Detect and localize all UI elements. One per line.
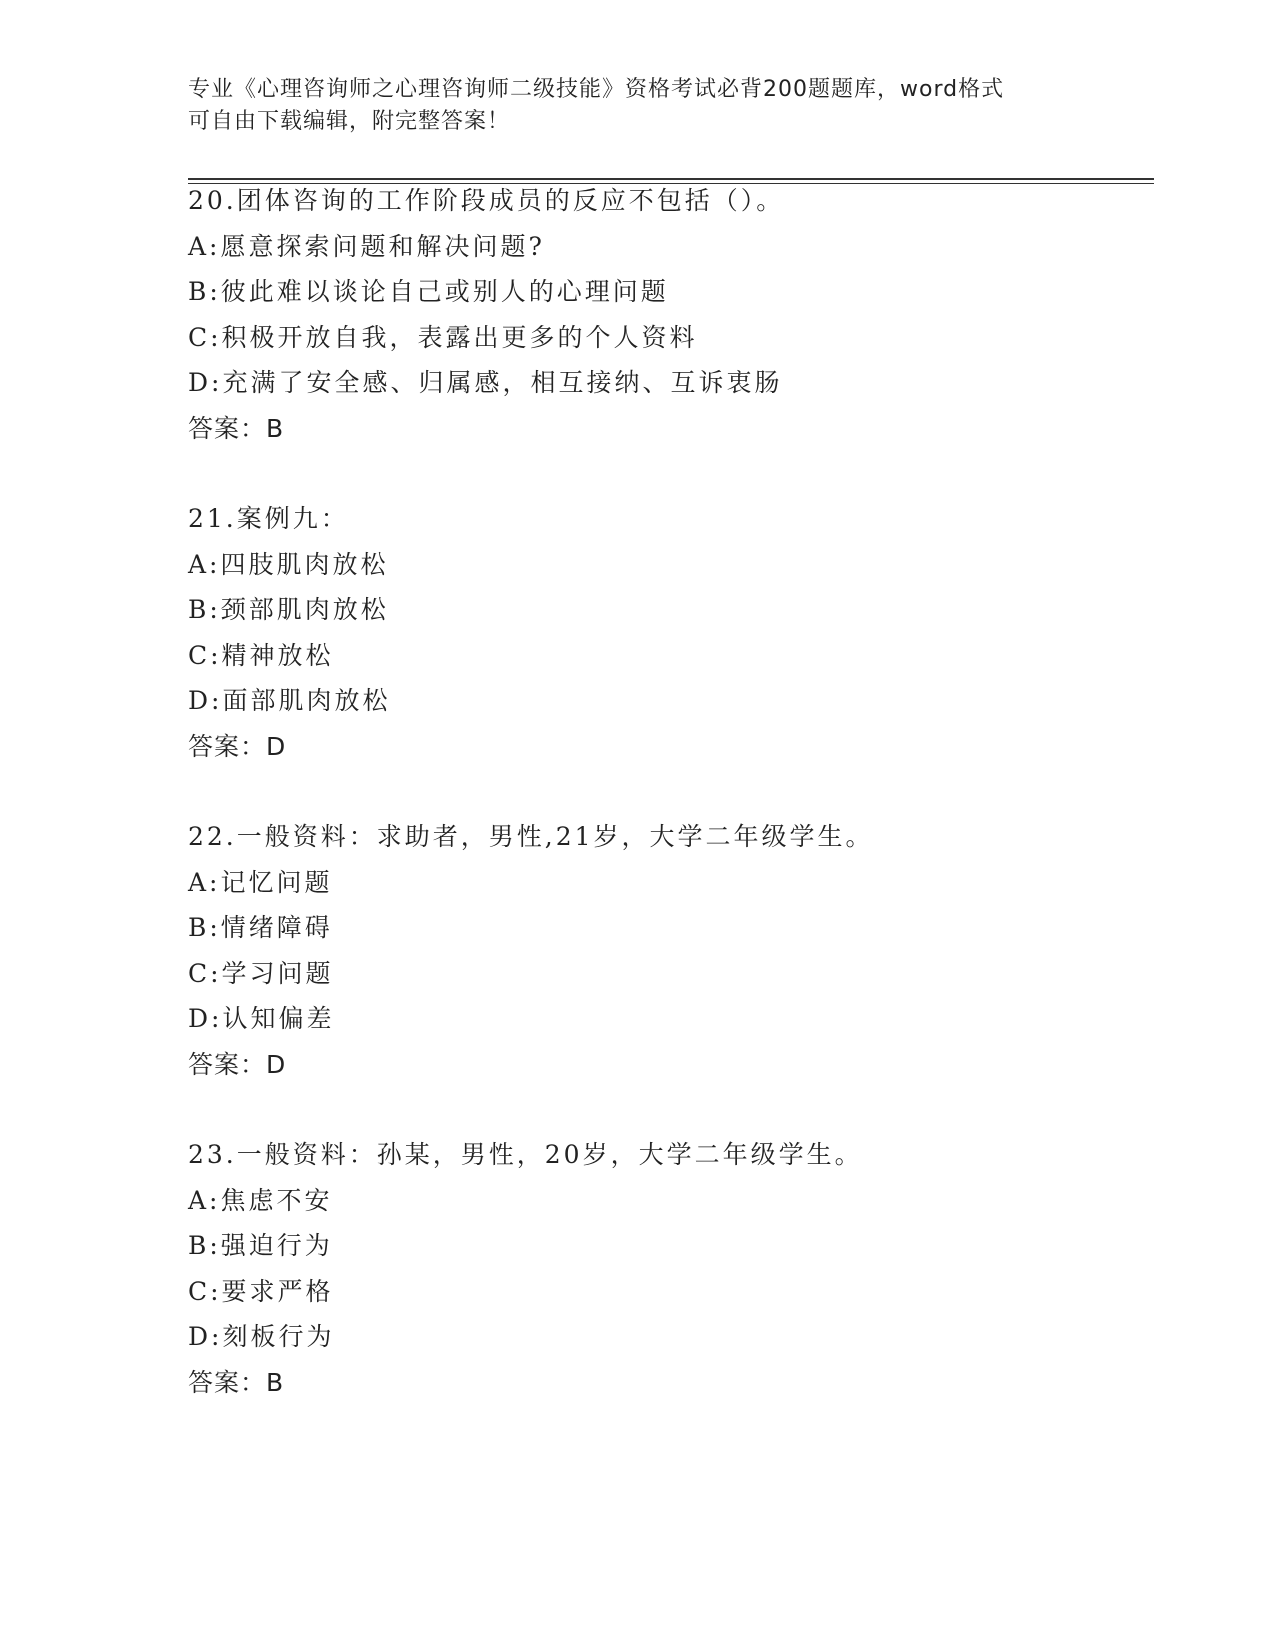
option-d: D:充满了安全感、归属感，相互接纳、互诉衷肠	[188, 368, 783, 397]
answer-line: 答案：B	[188, 413, 285, 443]
option-d: D:认知偏差	[188, 1004, 335, 1033]
option-c: C:积极开放自我，表露出更多的个人资料	[188, 322, 698, 352]
option-a: A:四肢肌肉放松	[188, 549, 389, 579]
option-b: B:强迫行为	[188, 1231, 333, 1260]
answer-line: 答案：B	[188, 1367, 285, 1397]
header-line-1: 专业《心理咨询师之心理咨询师二级技能》资格考试必背200题题库，word格式	[188, 77, 1005, 102]
option-a: A:记忆问题	[188, 867, 333, 897]
answer-line: 答案：D	[188, 1049, 287, 1079]
option-a: A:焦虑不安	[188, 1185, 333, 1215]
option-b: B:颈部肌肉放松	[188, 595, 389, 624]
answer-line: 答案：D	[188, 731, 287, 761]
question-block	[188, 178, 1128, 451]
question-stem: 23.一般资料：孙某，男性，20岁，大学二年级学生。	[188, 1140, 863, 1169]
option-c: C:学习问题	[188, 958, 334, 988]
document-header	[188, 74, 1088, 138]
question-block	[188, 814, 1128, 1087]
option-d: D:刻板行为	[188, 1322, 335, 1351]
option-d: D:面部肌肉放松	[188, 686, 391, 715]
option-c: C:精神放松	[188, 640, 334, 670]
option-a: A:愿意探索问题和解决问题?	[188, 231, 545, 261]
question-block	[188, 1132, 1128, 1405]
question-block	[188, 496, 1128, 769]
option-b: B:彼此难以谈论自己或别人的心理问题	[188, 277, 669, 306]
question-stem: 20.团体咨询的工作阶段成员的反应不包括（）。	[188, 186, 785, 215]
question-stem: 22.一般资料：求助者，男性,21岁，大学二年级学生。	[188, 822, 874, 851]
option-c: C:要求严格	[188, 1276, 334, 1306]
question-stem: 21.案例九：	[188, 504, 349, 533]
option-b: B:情绪障碍	[188, 913, 333, 942]
header-line-2: 可自由下载编辑，附完整答案！	[188, 109, 511, 134]
